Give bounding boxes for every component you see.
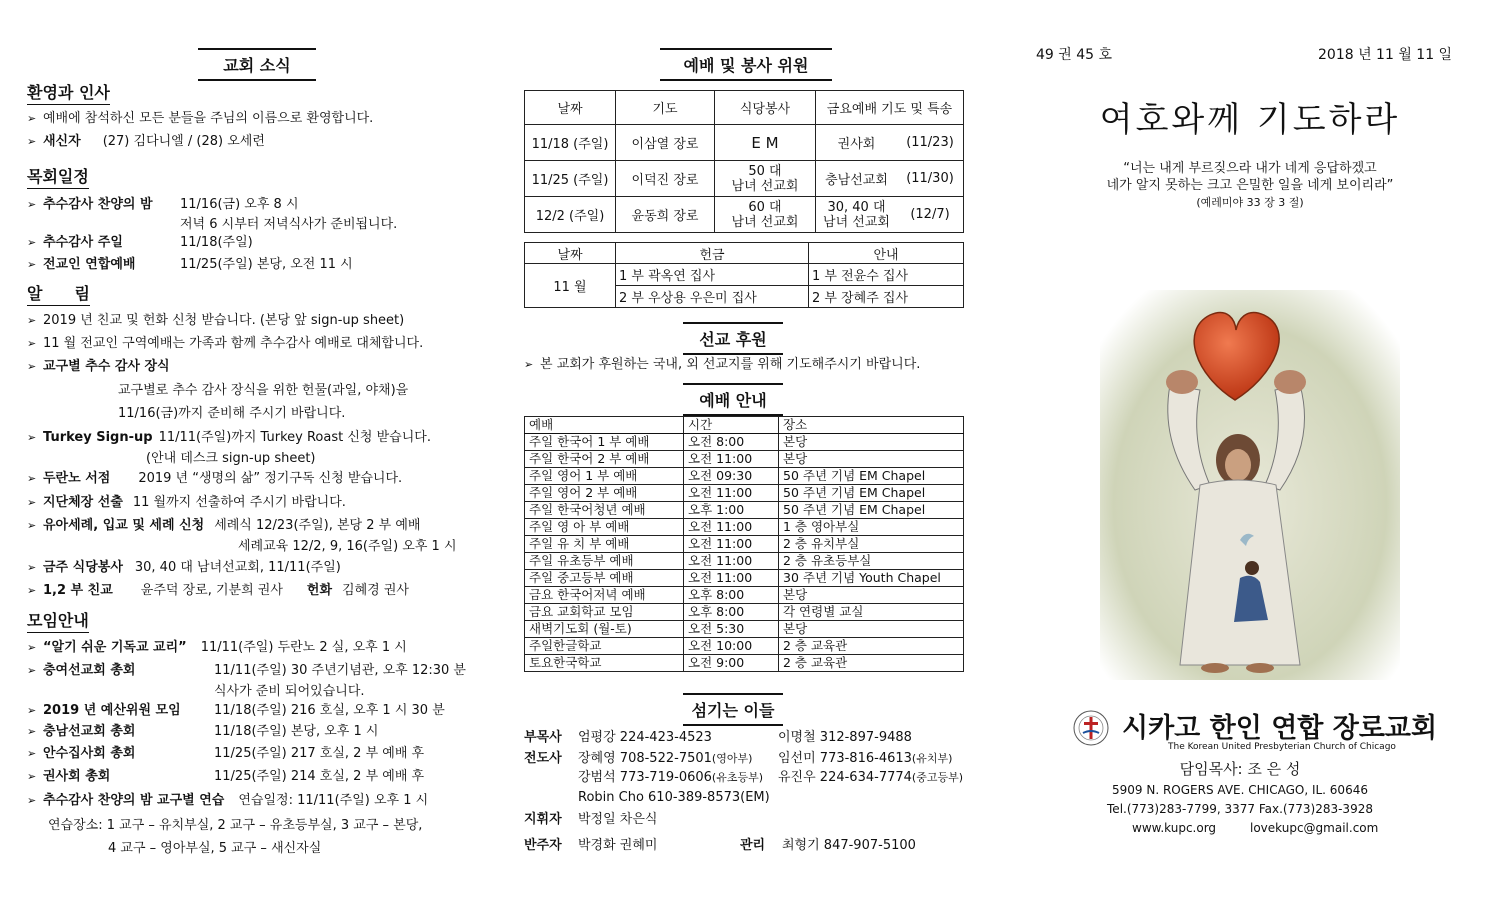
meeting-sub: 4 교구 – 영아부실, 5 교구 – 새신자실 <box>108 841 322 856</box>
worship-row <box>525 451 964 468</box>
worship-row <box>525 485 964 502</box>
verse-line-2: 네가 알지 못하는 크고 은밀한 일을 네게 보이리라” <box>1106 178 1394 193</box>
cell-place: 2 층 유치부실 <box>779 536 964 553</box>
cell-service: 주일 영어 2 부 예배 <box>525 485 684 502</box>
cell-place: 본당 <box>779 451 964 468</box>
cell-offering: 2 부 우상용 우은미 집사 <box>616 286 809 308</box>
cell-friday: 충남선교회 <box>816 161 898 197</box>
cell-time: 오전 11:00 <box>684 519 779 536</box>
cell-month: 11 월 <box>525 264 616 308</box>
cell-time: 오전 11:00 <box>684 553 779 570</box>
assoc-pastor-2: 이명철 312-897-9488 <box>778 730 912 745</box>
cell-time: 오후 8:00 <box>684 587 779 604</box>
schedule-item: ➢ 추수감사 찬양의 밤 <box>27 197 153 212</box>
notice-item: ➢ 교구별 추수 감사 장식 <box>27 359 170 374</box>
th-date: 날짜 <box>525 91 616 125</box>
meeting-text: 11/11(주일) 30 주년기념관, 오후 12:30 분 <box>214 663 466 678</box>
worship-row <box>525 502 964 519</box>
evangelist-2: 임선미 773-816-4613(유치부) <box>778 751 953 766</box>
th-friday: 금요예배 기도 및 특송 <box>816 91 964 125</box>
conductor: 박정일 차은식 <box>578 812 658 827</box>
cell-service: 주일한글학교 <box>525 638 684 655</box>
worship-row <box>525 570 964 587</box>
cell-service: 토요한국학교 <box>525 655 684 672</box>
church-email[interactable]: lovekupc@gmail.com <box>1250 821 1379 835</box>
cell-place: 본당 <box>779 587 964 604</box>
notice-sub: 교구별로 추수 감사 장식을 위한 헌물(과일, 야채)을 <box>118 383 409 398</box>
worship-row <box>525 434 964 451</box>
offering-table <box>524 242 964 308</box>
worship-row <box>525 587 964 604</box>
church-logo-icon <box>1072 709 1110 747</box>
cell-meal: 60 대 남녀 선교회 <box>715 197 816 233</box>
welcome-heading: 환영과 인사 <box>27 80 110 105</box>
cell-time: 오전 9:00 <box>684 655 779 672</box>
left-section-title: 교회 소식 <box>198 48 316 81</box>
cell-service: 주일 한국어청년 예배 <box>525 502 684 519</box>
arrow-icon: ➢ <box>27 198 37 211</box>
cell-service: 주일 유 치 부 예배 <box>525 536 684 553</box>
worship-row <box>525 519 964 536</box>
church-name-korean: 시카고 한인 연합 장로교회 <box>1122 713 1438 744</box>
cell-offering: 1 부 곽옥연 집사 <box>616 264 809 286</box>
worship-title: 예배 안내 <box>683 383 783 416</box>
cell-place: 본당 <box>779 434 964 451</box>
meeting-text: 11/18(주일) 본당, 오후 1 시 <box>214 724 379 739</box>
evang-label: 전도사 <box>524 751 562 766</box>
notice-item: ➢ 금주 식당봉사 30, 40 대 남녀선교회, 11/11(주일) <box>27 560 341 575</box>
cell-place: 30 주년 기념 Youth Chapel <box>779 570 964 587</box>
schedule-heading: 목회일정 <box>27 164 89 189</box>
arrow-icon: ➢ <box>27 472 37 485</box>
staff-title: 섬기는 이들 <box>683 693 783 726</box>
arrow-icon: ➢ <box>27 641 37 654</box>
arrow-icon: ➢ <box>27 314 37 327</box>
th-worship: 예배 <box>525 417 684 434</box>
notice-item: ➢ Turkey Sign-up 11/11(주일)까지 Turkey Roast 신청 받습니다. <box>27 430 431 445</box>
notice-item: ➢ 지단체장 선출 11 월까지 선출하여 주시기 바랍니다. <box>27 495 346 510</box>
schedule-item: ➢ 전교인 연합예배 <box>27 257 136 272</box>
meeting-item: ➢ 안수집사회 총회 <box>27 746 136 761</box>
cell-place: 2 층 유초등부실 <box>779 553 964 570</box>
arrow-icon: ➢ <box>27 770 37 783</box>
meeting-item: ➢ 추수감사 찬양의 밤 교구별 연습 연습일정: 11/11(주일) 오후 1 시 <box>27 793 429 808</box>
th-usher: 안내 <box>809 243 964 264</box>
cell-place: 50 주년 기념 EM Chapel <box>779 485 964 502</box>
prayer-illustration <box>1100 290 1400 680</box>
cell-time: 오전 11:00 <box>684 485 779 502</box>
cell-place: 50 주년 기념 EM Chapel <box>779 502 964 519</box>
meeting-item: ➢ 2019 년 예산위원 모임 <box>27 703 181 718</box>
cell-time: 오전 11:00 <box>684 536 779 553</box>
arrow-icon: ➢ <box>27 664 37 677</box>
meeting-text: 11/25(주일) 214 호실, 2 부 예배 후 <box>214 769 425 784</box>
schedule-item-text: 11/16(금) 오후 8 시 <box>180 197 299 212</box>
worship-row <box>525 655 964 672</box>
cell-place: 각 연령별 교실 <box>779 604 964 621</box>
arrow-icon: ➢ <box>27 794 37 807</box>
manager-label: 관리 <box>740 838 766 853</box>
service-table <box>524 90 964 233</box>
schedule-item-text: 11/18(주일) <box>180 235 253 250</box>
notice-sub: 세례교육 12/2, 9, 16(주일) 오후 1 시 <box>238 539 457 554</box>
meeting-text: 11/18(주일) 216 호실, 오후 1 시 30 분 <box>214 703 445 718</box>
assoc-pastor-1: 엄평강 224-423-4523 <box>578 730 712 745</box>
accompanist: 박경화 권혜미 <box>578 838 658 853</box>
cell-time: 오후 8:00 <box>684 604 779 621</box>
cell-time: 오전 8:00 <box>684 434 779 451</box>
manager: 최형기 847-907-5100 <box>782 838 916 853</box>
notice-item: ➢ 유아세례, 입교 및 세례 신청 세례식 12/23(주일), 본당 2 부 예배 <box>27 518 421 533</box>
meeting-item: ➢ “알기 쉬운 기독교 교리” 11/11(주일) 두란노 2 실, 오후 1 시 <box>27 640 407 655</box>
arrow-icon: ➢ <box>27 337 37 350</box>
church-name-english: The Korean United Presbyterian Church of Chicago <box>1168 742 1396 752</box>
mission-title: 선교 후원 <box>683 322 783 355</box>
cell-time: 오전 09:30 <box>684 468 779 485</box>
bible-verse <box>1000 160 1492 211</box>
meeting-sub: 연습장소: 1 교구 – 유치부실, 2 교구 – 유초등부실, 3 교구 – 본당, <box>48 818 423 833</box>
conductor-label: 지휘자 <box>524 812 562 827</box>
evangelist-3: 강범석 773-719-0606(유초등부) <box>578 770 763 785</box>
cell-service: 주일 한국어 2 부 예배 <box>525 451 684 468</box>
cell-place: 1 층 영아부실 <box>779 519 964 536</box>
arrow-icon: ➢ <box>27 561 37 574</box>
accompanist-label: 반주자 <box>524 838 562 853</box>
cell-prayer: 이덕진 장로 <box>616 161 715 197</box>
cell-time: 오후 1:00 <box>684 502 779 519</box>
arrow-icon: ➢ <box>27 725 37 738</box>
th-meal: 식당봉사 <box>715 91 816 125</box>
arrow-icon: ➢ <box>27 584 37 597</box>
notice-item: ➢ 1,2 부 친교 윤주덕 장로, 기분희 권사 헌화 김혜경 권사 <box>27 583 409 598</box>
arrow-icon: ➢ <box>27 431 37 444</box>
evangelist-1: 장혜영 708-522-7501(영아부) <box>578 751 753 766</box>
worship-row <box>525 553 964 570</box>
arrow-icon: ➢ <box>27 236 37 249</box>
church-website[interactable]: www.kupc.org <box>1132 821 1217 835</box>
cell-place: 50 주년 기념 EM Chapel <box>779 468 964 485</box>
notice-item: ➢ 11 월 전교인 구역예배는 가족과 함께 추수감사 예배로 대체합니다. <box>27 336 424 351</box>
cell-service: 새벽기도회 (월-토) <box>525 621 684 638</box>
worship-row <box>525 621 964 638</box>
cell-usher: 2 부 장혜주 집사 <box>809 286 964 308</box>
th-time: 시간 <box>684 417 779 434</box>
assoc-label: 부목사 <box>524 730 562 745</box>
cell-friday: 30, 40 대 남녀 선교회 <box>816 197 898 233</box>
th-prayer: 기도 <box>616 91 715 125</box>
cell-time: 오전 5:30 <box>684 621 779 638</box>
th-offering: 헌금 <box>616 243 809 264</box>
cell-service: 주일 영 아 부 예배 <box>525 519 684 536</box>
cell-friday: 권사회 <box>816 125 898 161</box>
cell-date: 11/18 (주일) <box>525 125 616 161</box>
cell-service: 주일 영어 1 부 예배 <box>525 468 684 485</box>
welcome-line: ➢ 예배에 참석하신 모든 분들을 주님의 이름으로 환영합니다. <box>27 111 374 126</box>
arrow-icon: ➢ <box>27 112 37 125</box>
notice-item: ➢ 두란노 서점 2019 년 “생명의 삶” 정기구독 신청 받습니다. <box>27 471 403 486</box>
notice-sub: (안내 데스크 sign-up sheet) <box>146 451 316 466</box>
meetings-heading: 모임안내 <box>27 608 89 633</box>
cell-service: 금요 한국어저녁 예배 <box>525 587 684 604</box>
cell-service: 주일 유초등부 예배 <box>525 553 684 570</box>
arrow-icon: ➢ <box>27 360 37 373</box>
meeting-sub: 식사가 준비 되어있습니다. <box>214 684 365 699</box>
cell-service: 금요 교회학교 모임 <box>525 604 684 621</box>
cell-service: 주일 한국어 1 부 예배 <box>525 434 684 451</box>
arrow-icon: ➢ <box>27 519 37 532</box>
middle-section-title: 예배 및 봉사 위원 <box>660 48 832 81</box>
cell-place: 2 층 교육관 <box>779 638 964 655</box>
evangelist-4: 유진우 224-634-7774(중고등부) <box>778 770 963 785</box>
worship-row <box>525 604 964 621</box>
schedule-item: ➢ 추수감사 주일 <box>27 235 123 250</box>
cell-prayer: 이삼열 장로 <box>616 125 715 161</box>
cell-prayer: 윤동희 장로 <box>616 197 715 233</box>
cell-friday-date: (11/30) <box>897 161 964 197</box>
cell-friday-date: (12/7) <box>897 197 964 233</box>
arrow-icon: ➢ <box>27 258 37 271</box>
newcomer-line: ➢ 새신자 (27) 김다니엘 / (28) 오세련 <box>27 134 265 149</box>
verse-line-1: “너는 내게 부르짖으라 내가 네게 응답하겠고 <box>1123 161 1377 176</box>
cell-usher: 1 부 전윤수 집사 <box>809 264 964 286</box>
church-address: 5909 N. ROGERS AVE. CHICAGO, IL. 60646 <box>1112 783 1368 797</box>
notices-heading: 알 림 <box>27 281 90 306</box>
theme-title: 여호와께 기도하라 <box>1099 100 1401 140</box>
worship-row <box>525 468 964 485</box>
arrow-icon: ➢ <box>27 747 37 760</box>
cell-time: 오전 11:00 <box>684 570 779 587</box>
th-place: 장소 <box>779 417 964 434</box>
issue-number: 49 권 45 호 <box>1036 47 1113 63</box>
th-date: 날짜 <box>525 243 616 264</box>
schedule-item-text: 11/25(주일) 본당, 오전 11 시 <box>180 257 353 272</box>
church-phone: Tel.(773)283-7799, 3377 Fax.(773)283-3928 <box>1107 802 1373 816</box>
cell-time: 오전 10:00 <box>684 638 779 655</box>
arrow-icon: ➢ <box>27 704 37 717</box>
meeting-text: 11/25(주일) 217 호실, 2 부 예배 후 <box>214 746 425 761</box>
arrow-icon: ➢ <box>27 135 37 148</box>
meeting-item: ➢ 충남선교회 총회 <box>27 724 136 739</box>
cell-date: 11/25 (주일) <box>525 161 616 197</box>
notice-item: ➢ 2019 년 친교 및 헌화 신청 받습니다. (본당 앞 sign-up sheet) <box>27 313 405 328</box>
cell-place: 본당 <box>779 621 964 638</box>
schedule-item-sub: 저녁 6 시부터 저녁식사가 준비됩니다. <box>180 217 398 232</box>
senior-pastor: 담임목사: 조 은 성 <box>1179 760 1301 778</box>
cell-date: 12/2 (주일) <box>525 197 616 233</box>
meeting-item: ➢ 충여선교회 총회 <box>27 663 136 678</box>
bulletin-date: 2018 년 11 월 11 일 <box>1318 47 1453 63</box>
notice-sub: 11/16(금)까지 준비해 주시기 바랍니다. <box>118 406 346 421</box>
arrow-icon: ➢ <box>27 496 37 509</box>
cell-friday-date: (11/23) <box>897 125 964 161</box>
arrow-icon: ➢ <box>524 358 534 371</box>
worship-row <box>525 638 964 655</box>
meeting-item: ➢ 권사회 총회 <box>27 769 111 784</box>
cell-meal: 50 대 남녀 선교회 <box>715 161 816 197</box>
worship-row <box>525 536 964 553</box>
worship-table <box>524 416 964 672</box>
cell-service: 주일 중고등부 예배 <box>525 570 684 587</box>
cell-place: 2 층 교육관 <box>779 655 964 672</box>
cell-time: 오전 11:00 <box>684 451 779 468</box>
verse-reference: (예레미야 33 장 3 절) <box>1196 196 1304 209</box>
evangelist-5: Robin Cho 610-389-8573(EM) <box>578 790 770 805</box>
mission-text: ➢ 본 교회가 후원하는 국내, 외 선교지를 위해 기도해주시기 바랍니다. <box>524 357 921 372</box>
cell-meal: E M <box>715 125 816 161</box>
